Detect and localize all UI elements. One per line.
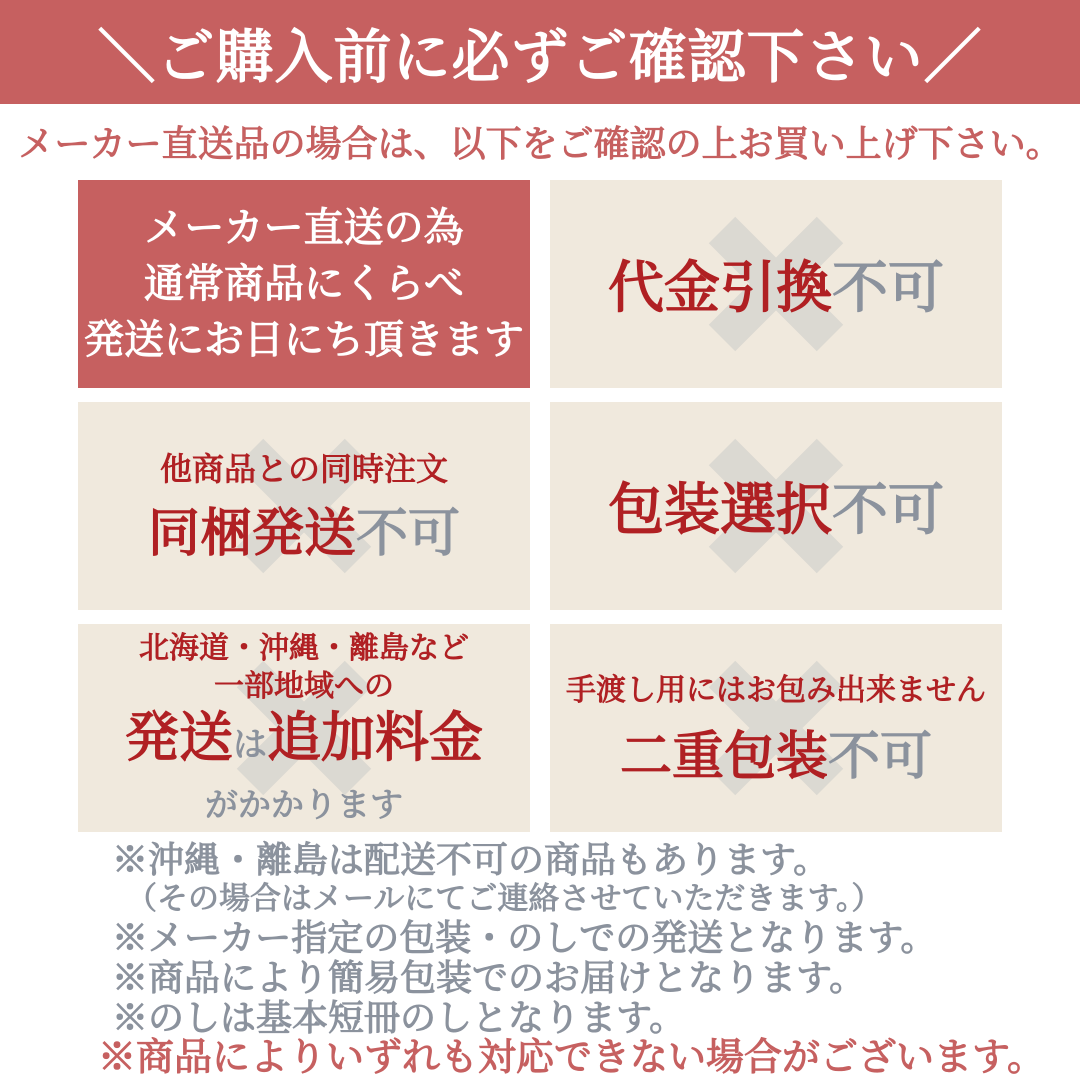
footnote-list [98, 839, 1072, 1079]
direct-shipping-line-1: メーカー直送の為 [144, 206, 464, 250]
cod-label [608, 244, 944, 324]
box-direct-shipping [78, 180, 530, 388]
subtitle: メーカー直送品の場合は、以下をご確認の上お買い上げ下さい。 [18, 123, 1062, 164]
remote-fee-particle: は [233, 726, 267, 764]
remote-fee-big-2: 追加料金 [267, 708, 483, 768]
bundle-label-gray: 不可 [356, 504, 461, 563]
wrapping-selection-label-red: 包装選択 [608, 478, 832, 541]
box-remote-area-fee [78, 624, 530, 832]
remote-area-line-1: 北海道・沖縄・離島など [139, 632, 469, 665]
header-banner [0, 0, 1080, 104]
double-wrapping-label-red: 二重包装 [619, 727, 828, 786]
footnote-maker-wrapping: ※メーカー指定の包装・のしでの発送となります。 [112, 917, 937, 958]
box-bundled-shipping [78, 402, 530, 610]
cod-label-gray: 不可 [832, 256, 944, 319]
remote-area-line-2: 一部地域への [214, 670, 394, 703]
footnote-noshi: ※のしは基本短冊のしとなります。 [112, 997, 686, 1038]
header-title: ＼ご購入前に必ずご確認下さい／ [97, 25, 983, 90]
double-wrapping-label-gray: 不可 [828, 727, 933, 786]
cod-label-red: 代金引換 [608, 256, 832, 319]
bundle-sub-label: 他商品との同時注文 [159, 450, 448, 487]
wrapping-selection-label [608, 466, 944, 546]
direct-shipping-line-3: 発送にお日にち頂きます [84, 318, 524, 362]
notice-grid [78, 180, 1002, 832]
direct-shipping-line-2: 通常商品にくらべ [144, 262, 464, 306]
box-wrapping-selection [550, 402, 1002, 610]
footnote-mail-contact: （その場合はメールにてご連絡させていただきます。） [126, 881, 883, 916]
remote-area-tail: がかかります [205, 786, 403, 823]
bundle-label [148, 491, 460, 566]
double-wrapping-sub-label: 手渡し用にはお包み出来ません [566, 673, 986, 707]
remote-area-fee-label [125, 706, 483, 784]
box-double-wrapping [550, 624, 1002, 832]
wrapping-selection-label-gray: 不可 [832, 478, 944, 541]
footnote-not-available: ※商品によりいずれも対応できない場合がございます。 [98, 1037, 1045, 1079]
footnote-okinawa: ※沖縄・離島は配送不可の商品もあります。 [112, 839, 830, 880]
double-wrapping-label [620, 714, 932, 789]
remote-fee-big-1: 発送 [125, 708, 233, 768]
box-cod-unavailable [550, 180, 1002, 388]
bundle-label-red: 同梱発送 [147, 504, 356, 563]
footnote-simple-wrapping: ※商品により簡易包装でのお届けとなります。 [112, 957, 866, 998]
